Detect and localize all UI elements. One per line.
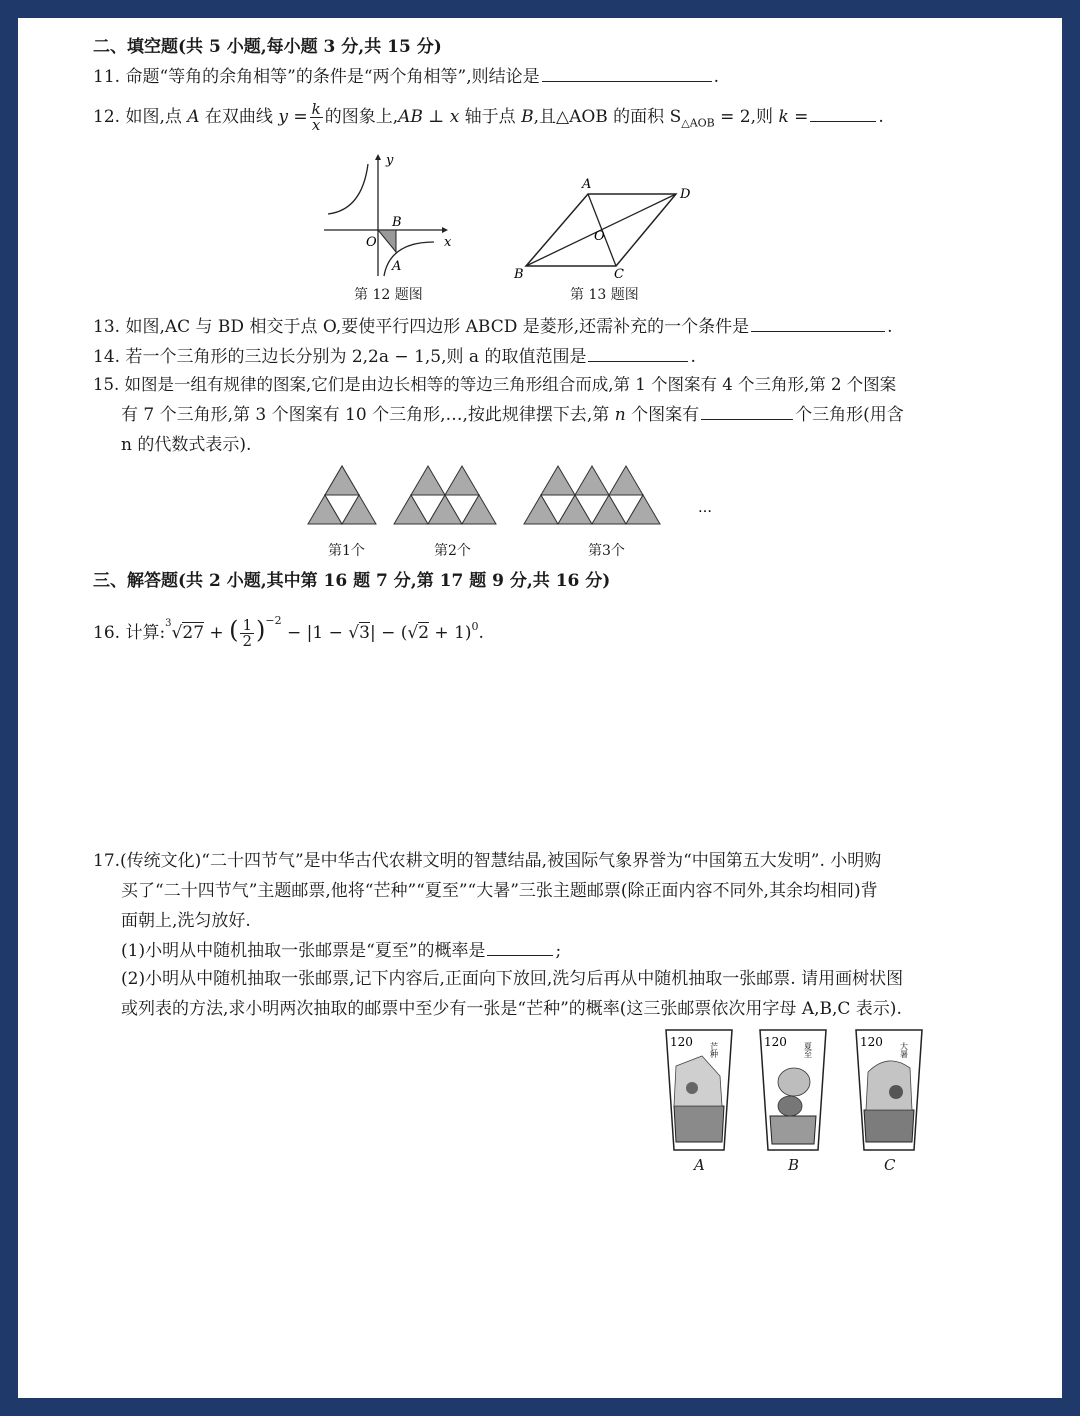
fig12-y-arrow [375, 154, 381, 160]
q16-half-den: 2 [242, 632, 253, 650]
q16-exp0: 0 [471, 620, 479, 633]
stamp-c-label: C [884, 1156, 896, 1174]
fig12-label-a: A [392, 259, 402, 274]
pattern-2 [394, 466, 496, 524]
question-13 [93, 316, 893, 338]
q12-prefix: 12. 如图,点 [93, 107, 188, 127]
q16-sqrt-sign-2: √ [407, 623, 419, 643]
q12-mid1: 在双曲线 [199, 107, 279, 127]
pattern-caption-3: 第3个 [588, 543, 625, 559]
question-17-part-2-line-2: 或列表的方法,求小明两次抽取的邮票中至少有一张是“芒种”的概率(这三张邮票依次用字母 A,B,C 表示). [121, 999, 902, 1019]
q12-mid6: = [788, 107, 809, 127]
q17-part1-text: (1)小明从中随机抽取一张邮票是“夏至”的概率是 [121, 941, 486, 961]
q16-sqrt2: 2 [418, 623, 430, 643]
fig12-label-y: y [386, 153, 394, 168]
answer-blank-14[interactable] [588, 346, 688, 362]
question-11-text: 11. 命题“等角的余角相等”的条件是“两个角相等”,则结论是 [93, 67, 540, 87]
fig12-curve-left [328, 164, 368, 214]
q12-b: B [521, 107, 534, 127]
fig13-caption: 第 13 题图 [570, 287, 639, 303]
stamp-a-value: 120 [670, 1035, 693, 1049]
q16-end: . [478, 623, 484, 643]
answer-blank-11[interactable] [542, 66, 712, 82]
q12-fraction [310, 102, 323, 133]
stamp-c-title: 大暑 [899, 1042, 909, 1058]
q15-line2c: 个三角形(用含 [795, 405, 904, 425]
section-2-heading: 二、填空题(共 5 小题,每小题 3 分,共 15 分) [93, 37, 442, 57]
question-17-part-1 [121, 940, 561, 962]
pattern-caption-2: 第2个 [434, 543, 471, 559]
q12-mid5: = 2,则 [714, 107, 779, 127]
q16-half [240, 618, 254, 649]
q16-label: 16. 计算: [93, 623, 166, 643]
q15-line2b: 个图案有 [625, 405, 700, 425]
question-15-line-3: n 的代数式表示). [121, 435, 252, 455]
question-13-end: . [887, 317, 893, 337]
q16-sqrt-sign-1: √ [348, 623, 360, 643]
q16-sqrt3: 3 [359, 623, 370, 643]
question-17-line-1: 17.(传统文化)“二十四节气”是中华古代农耕文明的智慧结晶,被国际气象界誉为“中国第五大发明”. 小明购 [93, 851, 882, 871]
q12-point-a: A [187, 107, 200, 127]
question-17-part-2-line-1: (2)小明从中随机抽取一张邮票,记下内容后,正面向下放回,洗匀后再从中随机抽取一张邮票. 请用画树状图 [121, 969, 904, 989]
figure-12 [314, 150, 454, 282]
fig12-label-x: x [444, 235, 452, 250]
question-14 [93, 346, 696, 368]
answer-blank-13[interactable] [751, 316, 885, 332]
exam-page [18, 18, 1062, 1398]
q16-rest2: | − ( [369, 623, 408, 643]
question-15-line-1: 15. 如图是一组有规律的图案,它们是由边长相等的等边三角形组合而成,第 1 个图案有 4 个三角形,第 2 个图案 [93, 375, 897, 394]
stamp-a-title: 芒种 [709, 1042, 719, 1058]
q16-half-num: 1 [242, 616, 253, 634]
q16-rparen: ) [256, 616, 266, 644]
q12-ab: AB [398, 107, 423, 127]
q12-y-eq: y = [278, 107, 308, 127]
stamp-b-value: 120 [764, 1035, 787, 1049]
fig13-label-d: D [680, 187, 691, 202]
fig12-label-o: O [366, 235, 377, 250]
fig13-label-b: B [514, 267, 524, 280]
stamp-a-image [662, 1026, 736, 1154]
fig12-x-arrow [442, 227, 448, 233]
question-17-line-3: 面朝上,洗匀放好. [121, 911, 251, 931]
stamp-b-title: 夏至 [803, 1042, 813, 1058]
question-15-line-2 [121, 404, 904, 426]
question-17-line-2: 买了“二十四节气”主题邮票,他将“芒种”“夏至”“大暑”三张主题邮票(除正面内容不同外,其余均相同)背 [121, 881, 878, 901]
q15-line2a: 有 7 个三角形,第 3 个图案有 10 个三角形,…,按此规律摆下去,第 [121, 405, 615, 425]
question-11 [93, 66, 719, 88]
fig12-label-b: B [392, 215, 402, 230]
q16-radicand: 27 [182, 623, 205, 643]
stamp-a-label: A [694, 1156, 705, 1174]
stamp-b-label: B [788, 1156, 800, 1174]
answer-blank-15[interactable] [701, 404, 793, 420]
q12-x: x [449, 107, 460, 127]
stamp-b-image [756, 1026, 830, 1154]
question-13-text: 13. 如图,AC 与 BD 相交于点 O,要使平行四边形 ABCD 是菱形,还需补充的一个条件是 [93, 317, 750, 337]
question-16 [93, 604, 484, 650]
pattern-3 [524, 466, 660, 524]
pattern-caption-1: 第1个 [328, 543, 365, 559]
q12-mid2: 的图象上, [324, 107, 399, 127]
q12-mid3: 轴于点 [459, 107, 522, 127]
figure-13 [508, 174, 698, 280]
q16-root-sign: √ [171, 623, 183, 643]
pattern-1 [308, 466, 376, 524]
q12-mid4: ,且△AOB 的面积 S [533, 107, 682, 127]
answer-blank-12[interactable] [810, 106, 876, 122]
q16-root-index: 3 [165, 618, 172, 629]
q12-frac-den: x [311, 116, 321, 134]
answer-blank-17-1[interactable] [487, 940, 553, 956]
q15-line2n: n [614, 405, 626, 425]
q16-rest1: − |1 − [281, 623, 349, 643]
figure-15-patterns [302, 458, 722, 534]
q12-perp: ⊥ [422, 107, 450, 127]
section-3-heading: 三、解答题(共 2 小题,其中第 16 题 7 分,第 17 题 9 分,共 16 分) [93, 571, 611, 591]
q12-frac-num: k [311, 100, 321, 118]
q16-exp: −2 [265, 614, 282, 627]
pattern-ellipsis: … [698, 500, 712, 516]
q16-lparen: ( [229, 616, 239, 644]
question-14-end: . [690, 347, 696, 367]
q12-k: k [778, 107, 789, 127]
fig13-label-o: O [594, 229, 605, 244]
stamp-c-image [852, 1026, 926, 1154]
q16-plus: + [204, 623, 230, 643]
fig12-caption: 第 12 题图 [354, 287, 423, 303]
fig13-label-c: C [614, 267, 624, 280]
question-12 [93, 102, 884, 134]
q12-end: . [878, 107, 884, 127]
q12-sub: △AOB [681, 116, 715, 130]
stamp-c-value: 120 [860, 1035, 883, 1049]
question-14-text: 14. 若一个三角形的三边长分别为 2,2a − 1,5,则 a 的取值范围是 [93, 347, 587, 367]
fig12-triangle-aob [378, 230, 396, 252]
q17-part1-end: ; [555, 941, 562, 961]
fig13-label-a: A [582, 177, 592, 192]
q16-rest3: + 1) [429, 623, 472, 643]
question-11-end: . [713, 67, 720, 87]
